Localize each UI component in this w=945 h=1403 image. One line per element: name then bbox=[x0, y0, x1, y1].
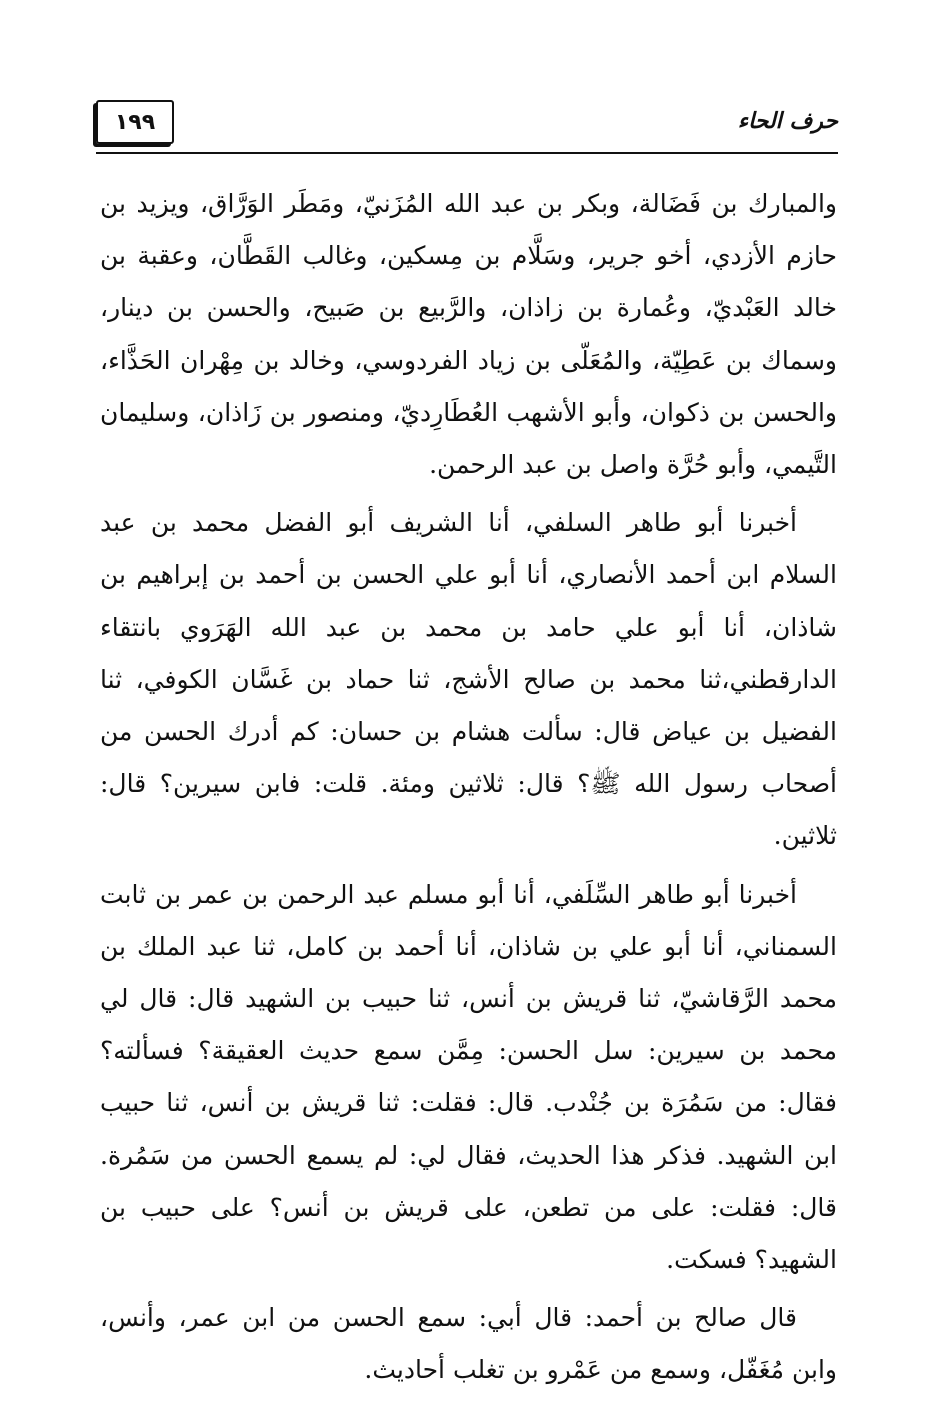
paragraph-salih-statement: قال صالح بن أحمد: قال أبي: سمع الحسن من ابن عمر، وأنس، وابن مُغَفّل، وسمع من عَمْرو بن تغلب أحاديث. bbox=[100, 1303, 837, 1385]
paragraph-silafi-narration-1: أخبرنا أبو طاهر السلفي، أنا الشريف أبو الفضل محمد بن عبد السلام ابن أحمد الأنصاري، أنا أبو علي الحسن بن أحمد بن إبراهيم بن شاذان، أنا أبو علي حامد بن محمد بن عبد الله الهَرَوي بانتقاء الدارقطني،ثنا محمد بن صالح الأشج، ثنا حماد بن غَسَّان الكوفي، ثنا الفضيل بن عياض قال: سألت هشام بن حسان: كم أدرك الحسن من أصحاب رسول الله ﷺ؟ قال: ثلاثين ومئة. قلت: فابن سيرين؟ قال: ثلاثين. bbox=[100, 508, 837, 851]
page-number: ١٩٩ bbox=[96, 100, 174, 144]
paragraph-narrators-list: والمبارك بن فَضَالة، وبكر بن عبد الله المُزَنيّ، ومَطَر الوَرَّاق، ويزيد بن حازم الأزدي، أخو جرير، وسَلَّام بن مِسكين، وغالب القَطَّان، وعقبة بن خالد العَبْديّ، وعُمارة بن زاذان، والرَّبيع بن صَبيح، والحسن بن دينار، وسماك بن عَطِيّة، والمُعَلّى بن زياد الفردوسي، وخالد بن مِهْران الحَذَّاء، والحسن بن ذكوان، وأبو الأشهب العُطَارِديّ، ومنصور بن زَاذان، وسليمان التَّيمي، وأبو حُرَّة واصل بن عبد الرحمن. bbox=[100, 189, 837, 480]
page-header bbox=[96, 96, 838, 154]
chapter-title: حرف الحاء bbox=[737, 108, 838, 134]
paragraph-silafi-narration-2: أخبرنا أبو طاهر السِّلَفي، أنا أبو مسلم عبد الرحمن بن عمر بن ثابت السمناني، أنا أبو علي بن شاذان، أنا أحمد بن كامل، ثنا عبد الملك بن محمد الرَّقاشيّ، ثنا قريش بن أنس، ثنا حبيب بن الشهيد قال: قال لي محمد بن سيرين: سل الحسن: مِمَّن سمع حديث العقيقة؟ فسألته؟ فقال: من سَمُرَة بن جُنْدب. قال: فقلت: ثنا قريش بن أنس، ثنا حبيب ابن الشهيد. فذكر هذا الحديث، فقال لي: لم يسمع الحسن من سَمُرة. قال: فقلت: على من تطعن، على قريش بن أنس؟ على حبيب بن الشهيد؟ فسكت. bbox=[100, 879, 837, 1275]
header-divider bbox=[96, 152, 838, 154]
body-text bbox=[100, 178, 837, 1403]
